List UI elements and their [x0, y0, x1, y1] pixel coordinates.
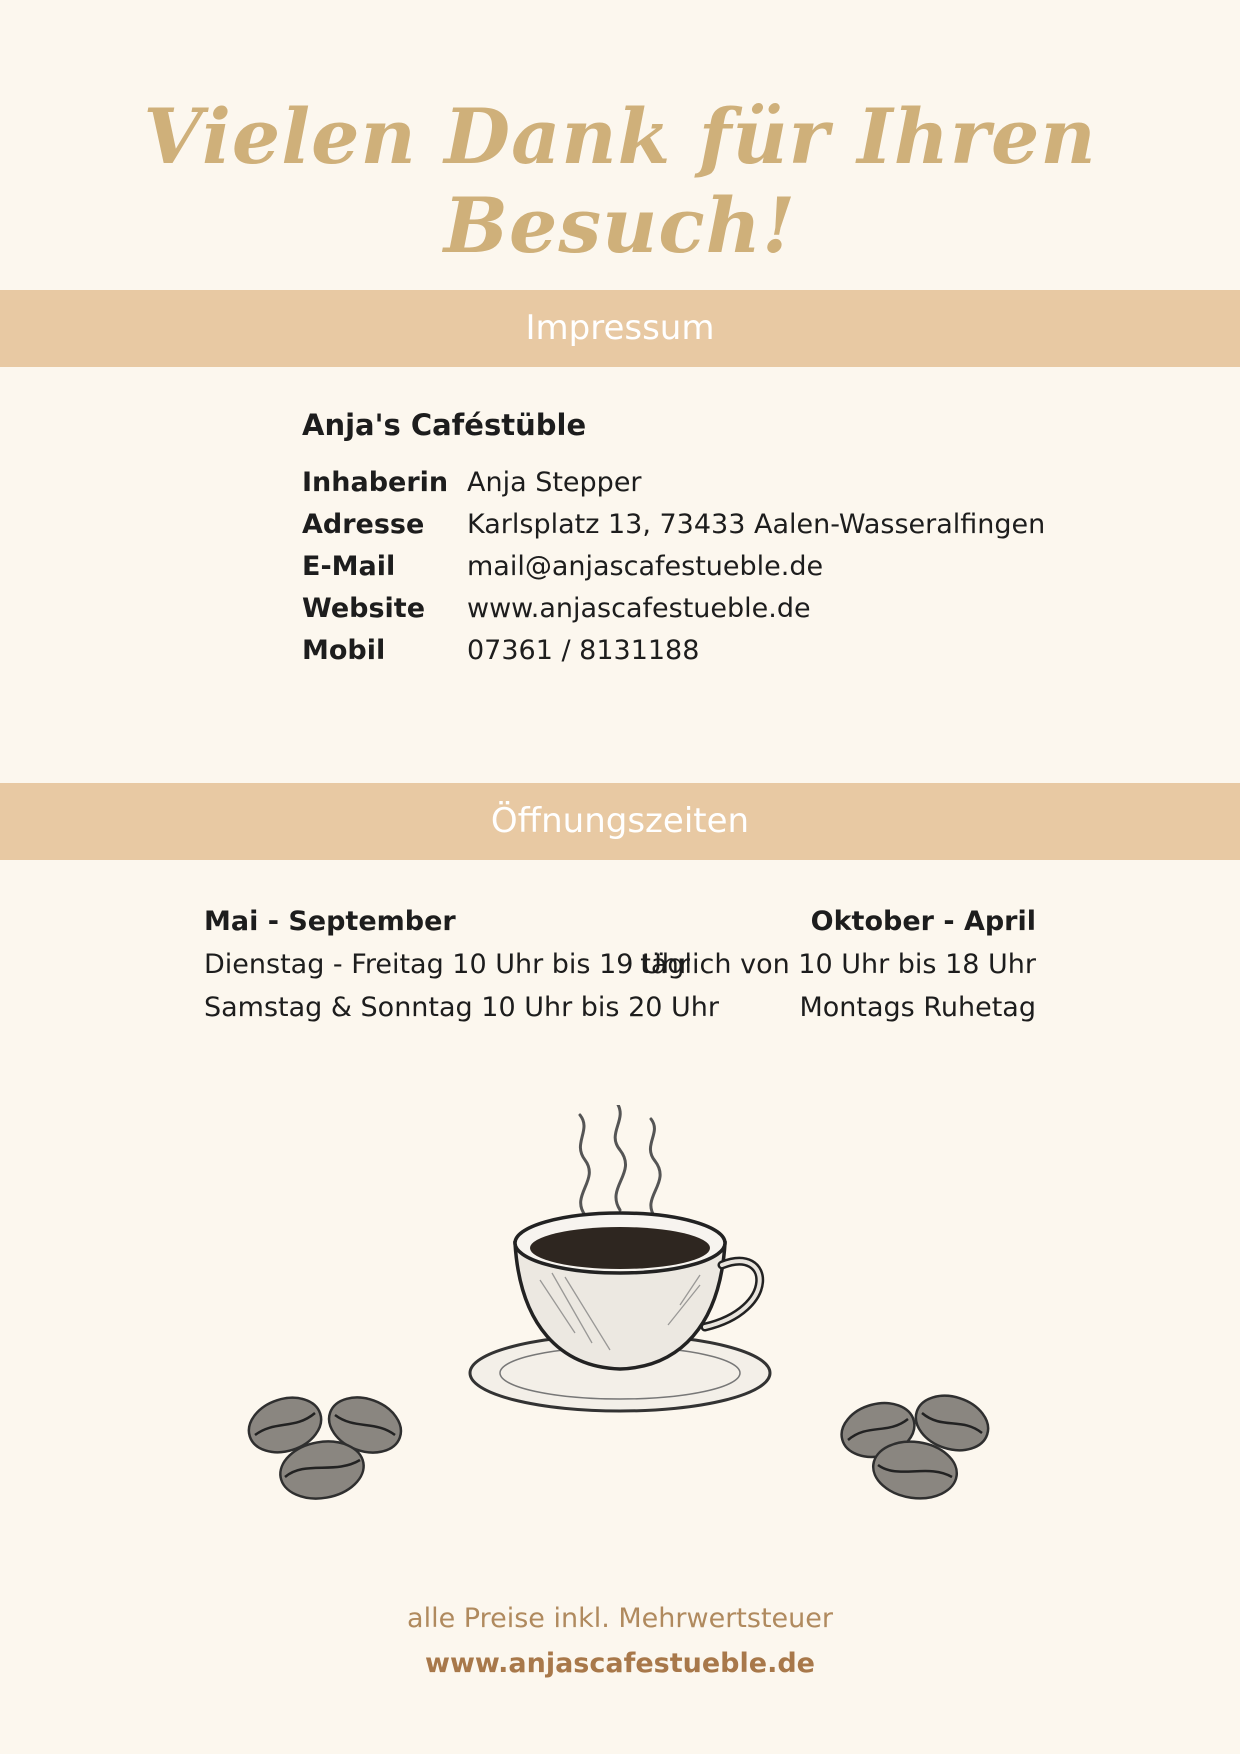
- coffee-illustration: [0, 1105, 1240, 1535]
- impressum-value: Anja Stepper: [467, 467, 642, 498]
- footer-website-link[interactable]: www.anjascafestueble.de: [425, 1648, 815, 1679]
- steam-icon: [580, 1105, 660, 1217]
- phone-number: 07361 / 8131188: [467, 635, 700, 666]
- impressum-row-owner: [302, 462, 1045, 504]
- page-title: Vielen Dank für Ihren Besuch!: [143, 92, 1097, 270]
- email-link[interactable]: mail@anjascafestueble.de: [467, 551, 824, 582]
- winter-hours: [640, 900, 1036, 1029]
- winter-hours-line: Montags Ruhetag: [799, 992, 1036, 1023]
- impressum-label: E-Mail: [302, 551, 396, 582]
- impressum-label: Mobil: [302, 635, 386, 666]
- opening-hours-heading: Öffnungszeiten: [0, 783, 1240, 860]
- summer-hours-line: Samstag & Sonntag 10 Uhr bis 20 Uhr: [204, 992, 719, 1023]
- impressum-row-address: [302, 504, 1045, 546]
- impressum-heading: Impressum: [0, 290, 1240, 367]
- website-link[interactable]: www.anjascafestueble.de: [467, 593, 811, 624]
- impressum-label: Adresse: [302, 509, 425, 540]
- winter-season-title: Oktober - April: [810, 906, 1036, 937]
- coffee-beans-icon: [242, 1388, 409, 1505]
- summer-season-title: Mai - September: [204, 906, 456, 937]
- price-note: alle Preise inkl. Mehrwertsteuer: [407, 1603, 833, 1634]
- impressum-row-mobile: [302, 630, 1045, 672]
- summer-hours-line: Dienstag - Freitag 10 Uhr bis 19 Uhr: [204, 949, 690, 980]
- impressum-value: Karlsplatz 13, 73433 Aalen-Wasseralfingen: [467, 509, 1046, 540]
- impressum-label: Inhaberin: [302, 467, 449, 498]
- impressum-details: [302, 462, 1045, 672]
- coffee-cup-icon: [470, 1213, 770, 1411]
- business-name: Anja's Caféstüble: [302, 408, 587, 442]
- impressum-row-email: [302, 546, 1045, 588]
- impressum-label: Website: [302, 593, 426, 624]
- coffee-beans-icon: [836, 1387, 996, 1504]
- impressum-row-website: [302, 588, 1045, 630]
- winter-hours-line: täglich von 10 Uhr bis 18 Uhr: [640, 949, 1036, 980]
